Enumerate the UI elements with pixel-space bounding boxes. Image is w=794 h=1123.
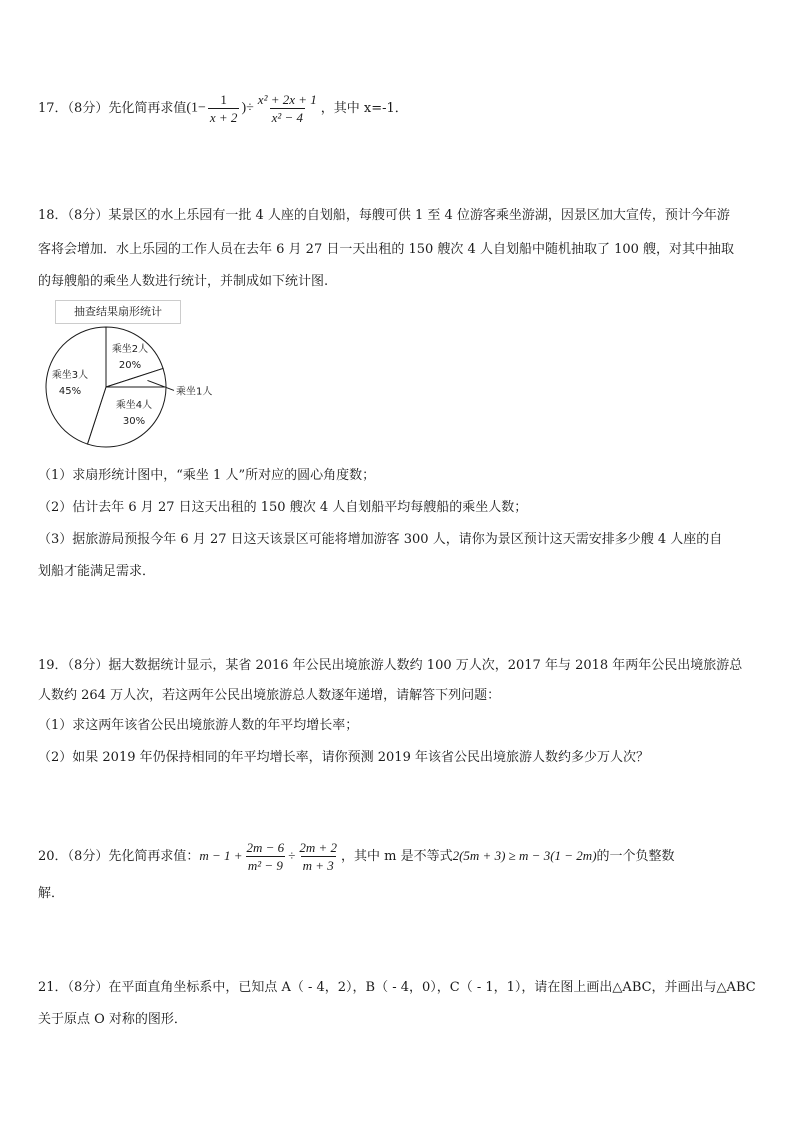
q18-sub-3b: 划船才能满足需求． <box>38 564 156 579</box>
pie-value-label: 20% <box>118 360 142 371</box>
q18-sub-2: （2）估计去年 6 月 27 日这天出租的 150 艘次 4 人自划船平均每艘船的乘坐人数； <box>38 500 528 515</box>
q17-lparen: (1− <box>186 100 206 116</box>
q19-sub-2: （2）如果 2019 年仍保持相同的年平均增长率，请你预测 2019 年该省公民出境旅游人数约多少万人次？ <box>38 750 649 765</box>
q17-rparen: )÷ <box>241 100 254 116</box>
pie-label: 乘坐3人 <box>51 370 89 381</box>
q20-line-2: 解． <box>38 886 65 901</box>
q20-mid: ，其中 m 是不等式 <box>341 849 453 864</box>
q18-sub-1: （1）求扇形统计图中，“乘坐 1 人”所对应的圆心角度数； <box>38 468 376 483</box>
pie-label: 乘坐2人 <box>111 344 149 355</box>
q17-suffix: ，其中 x=-1． <box>320 101 408 116</box>
q17-line <box>38 92 408 125</box>
q18-line-3: 的每艘船的乘坐人数进行统计，并制成如下统计图. <box>38 274 329 289</box>
q21-line-1: 21．（8分）在平面直角坐标系中，已知点 A（ - 4，2），B（ - 4，0），C（ - 1，1），请在图上画出△ABC，并画出与△ABC <box>38 980 756 995</box>
q19-sub-1: （1）求这两年该省公民出境旅游人数的年平均增长率； <box>38 718 359 733</box>
q20-f2-denominator: m + 3 <box>302 858 334 873</box>
q18-line-2: 客将会增加．水上乐园的工作人员在去年 6 月 27 日一天出租的 150 艘次 4 人自划船中随机抽取了 100 艘，对其中抽取 <box>38 242 735 257</box>
q18-line-1: 18．（8分）某景区的水上乐园有一批 4 人座的自划船，每艘可供 1 至 4 位游客乘坐游湖，因景区加大宣传，预计今年游 <box>38 208 730 223</box>
q19-line-2: 人数约 264 万人次，若这两年公民出境旅游总人数逐年递增，请解答下列问题： <box>38 688 501 703</box>
q20-suffix: 的一个负整数 <box>596 849 675 864</box>
pie-value-label: 30% <box>122 416 146 427</box>
q17-prefix: 17．（8分）先化简再求值 <box>38 101 187 116</box>
pie-value-label: 45% <box>58 386 82 397</box>
pie-chart <box>38 300 238 460</box>
q20-fraction-1 <box>245 840 287 873</box>
q17-fraction-2 <box>256 92 319 125</box>
q17-f1-numerator: 1 <box>220 92 227 107</box>
q20-fraction-2 <box>297 840 339 873</box>
q21-line-2: 关于原点 O 对称的图形． <box>38 1012 187 1027</box>
q17-fraction-1 <box>208 92 240 125</box>
q20-lead: m − 1 + <box>199 848 243 863</box>
chart-title: 抽查结果扇形统计 <box>55 300 181 324</box>
q20-inequality: 2(5m + 3) ≥ m − 3(1 − 2m) <box>452 848 597 863</box>
q20-prefix: 20．（8分）先化简再求值： <box>38 849 200 864</box>
q19-line-1: 19．（8分）据大数据统计显示，某省 2016 年公民出境旅游人数约 100 万人次，2017 年与 2018 年两年公民出境旅游总 <box>38 658 743 673</box>
q17-f1-denominator: x + 2 <box>209 110 238 125</box>
pie-label: 乘坐1人 <box>176 386 213 398</box>
q17-f2-denominator: x² − 4 <box>271 110 304 125</box>
q20-f1-numerator: 2m − 6 <box>246 840 285 855</box>
q17-f2-numerator: x² + 2x + 1 <box>257 92 317 107</box>
q18-sub-3a: （3）据旅游局预报今年 6 月 27 日这天该景区可能将增加游客 300 人，请你为景区预计这天需安排多少艘 4 人座的自 <box>38 532 723 547</box>
q20-divide: ÷ <box>288 848 296 863</box>
q20-f2-numerator: 2m + 2 <box>299 840 337 855</box>
q20-line-1 <box>38 838 675 875</box>
pie-label: 乘坐4人 <box>115 400 153 411</box>
q20-f1-denominator: m² − 9 <box>247 858 283 873</box>
